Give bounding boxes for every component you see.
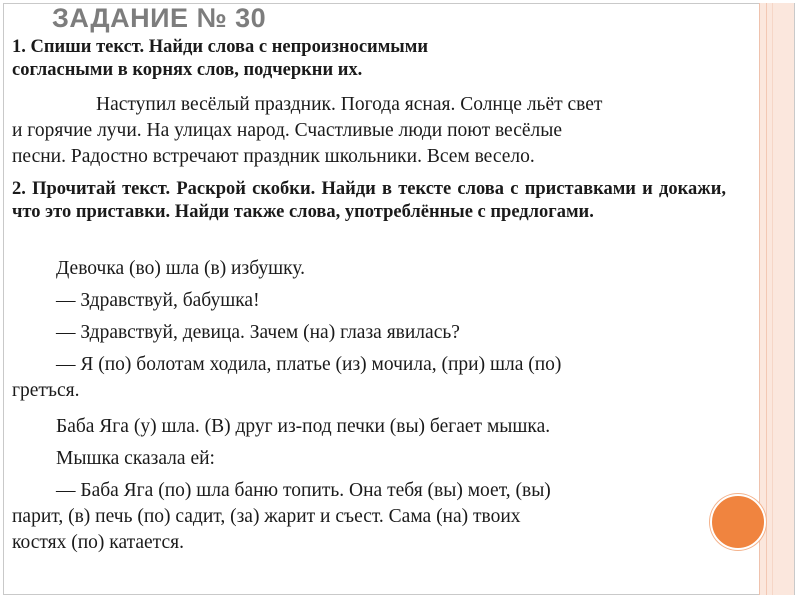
task2-text-line: — Баба Яга (по) шла баню топить. Она тебя (вы) моет, (вы) xyxy=(56,480,551,501)
task2-text-line: Баба Яга (у) шла. (В) друг из-под печки (вы) бегает мышка. xyxy=(56,416,551,437)
task1-text-line: Наступил весёлый праздник. Погода ясная. Солнце льёт свет xyxy=(96,94,603,115)
task2-text-line: — Здравствуй, бабушка! xyxy=(56,290,260,311)
task2-text-line: костях (по) катается. xyxy=(12,532,184,553)
task2-text-line: Мышка сказала ей: xyxy=(56,448,215,469)
task2-text-line: Девочка (во) шла (в) избушку. xyxy=(56,258,306,279)
task1-text-line: песни. Радостно встречают праздник школьники. Всем весело. xyxy=(12,146,535,167)
task1-text-line: и горячие лучи. На улицах народ. Счастливые люди поют весёлые xyxy=(12,120,562,141)
task2-text-line: — Я (по) болотам ходила, платье (из) мочила, (при) шла (по) xyxy=(56,354,562,375)
task2-instruction: 2. Прочитай текст. Раскрой скобки. Найди в тексте слова с приставками и докажи, что это приставки. Найди также слова, употреблённые с предлогами. xyxy=(12,179,726,222)
task2-text-line: — Здравствуй, девица. Зачем (на) глаза явилась? xyxy=(56,322,460,343)
page-title: ЗАДАНИЕ № 30 xyxy=(52,3,267,33)
task1-instruction: 1. Спиши текст. Найди слова с непроизносимыми согласными в корнях слов, подчеркни их. xyxy=(12,37,429,80)
task2-text-line: гретъся. xyxy=(12,380,80,401)
task2-text-line: парит, (в) печь (по) садит, (за) жарит и съест. Сама (на) твоих xyxy=(12,506,521,527)
